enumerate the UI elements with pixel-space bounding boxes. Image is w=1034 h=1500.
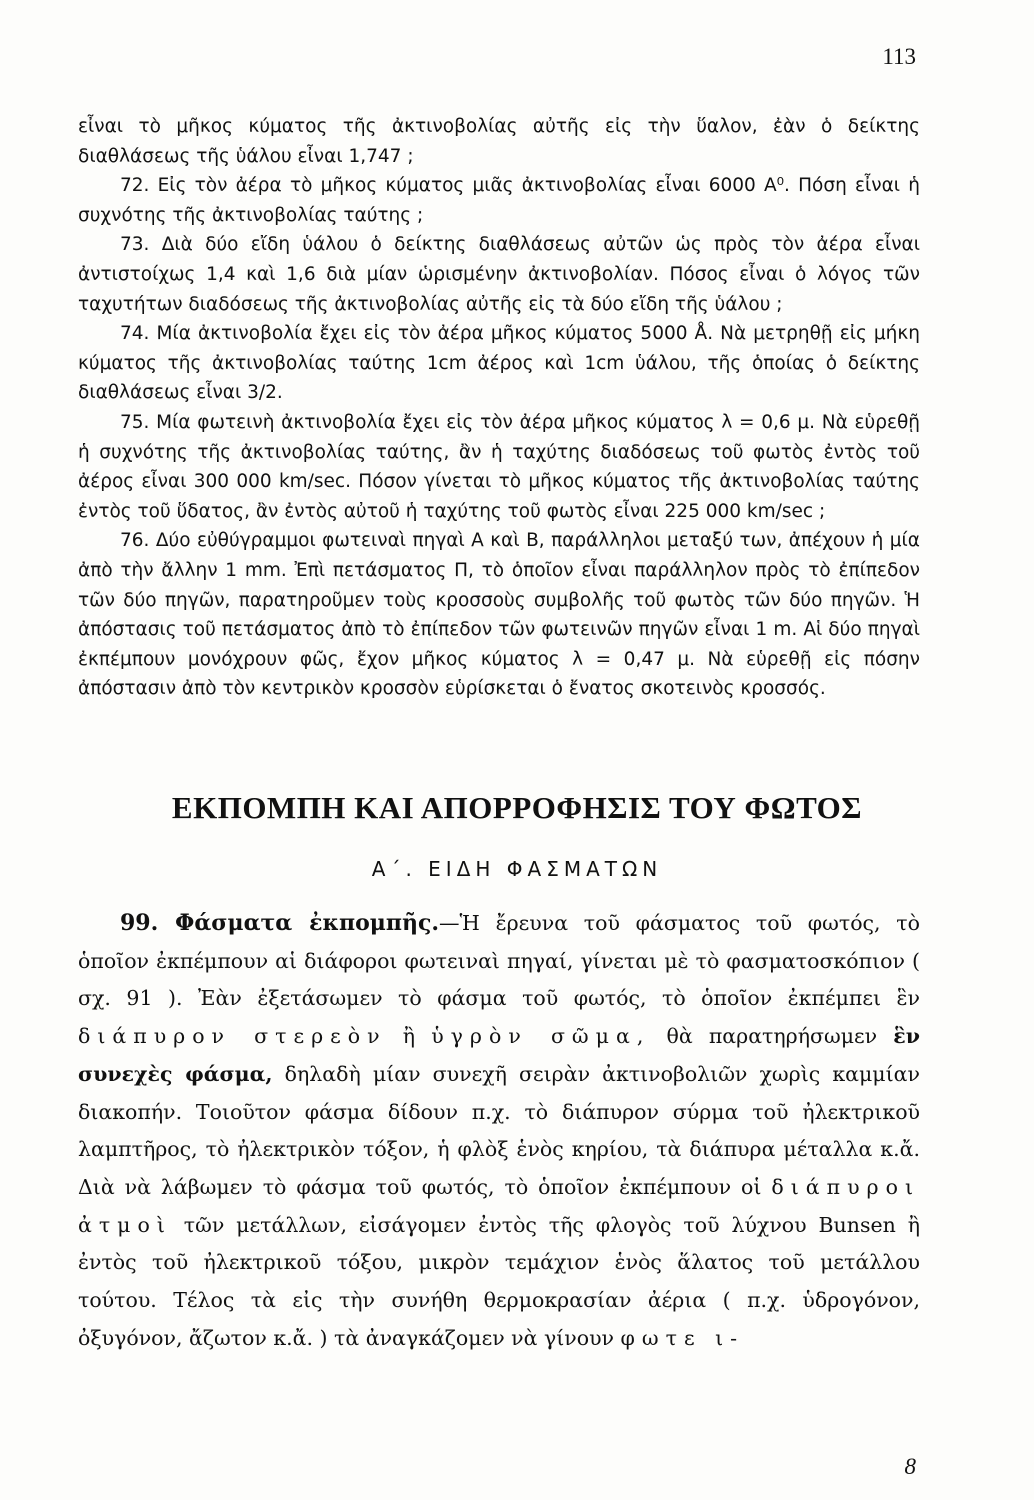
- emphasis-solid: διάπυρον στερεὸν: [78, 1024, 387, 1049]
- problem-75: 75. Μία φωτεινὴ ἀκτινοβολία ἔχει εἰς τὸν ἀέρα μῆκος κύματος λ = 0,6 μ. Νὰ εὑρεθῇ ἡ συχνότης τῆς ἀκτινοβολίας ταύτης, ἂν ἡ ταχύτης διαδόσεως τοῦ φωτὸς ἐντὸς τοῦ ἀέρος εἶναι 300 000 km/sec. Πόσον γίνεται τὸ μῆκος κύματος τῆς ἀκτινοβολίας ταύτης ἐντὸς τοῦ ὕδατος, ἂν ἐντὸς αὐτοῦ ἡ ταχύτης τοῦ φωτὸς εἶναι 225 000 km/sec ;: [78, 411, 920, 522]
- article-text-4: δηλαδὴ μίαν συνεχῆ σειρὰν ἀκτινοβολιῶν χωρὶς καμμίαν διακοπήν. Τοιοῦτον φάσμα δίδουν π.χ. τὸ διάπυρον σύρμα τοῦ ἠλεκτρικοῦ λαμπτῆρος, τὸ ἠλεκτρικὸν τόξον, ἡ φλὸξ ἑνὸς κηρίου, τὰ διάπυρα μέταλλα κ.ἄ. Διὰ νὰ λάβωμεν τὸ φάσμα τοῦ φωτός, τὸ ὁποῖον ἐκπέμπουν οἱ: [78, 1061, 920, 1199]
- emphasis-liquid: ὑγρὸν σῶμα,: [431, 1024, 651, 1049]
- article-99: [78, 905, 920, 1357]
- problem-74: 74. Μία ἀκτινοβολία ἔχει εἰς τὸν ἀέρα μῆκος κύματος 5000 Å. Νὰ μετρηθῇ εἰς μήκη κύματος τῆς ἀκτινοβολίας ταύτης 1cm ἀέρος καὶ 1cm ὑάλου, τῆς ὁποίας ὁ δείκτης διαθλάσεως εἶναι 3/2.: [78, 323, 920, 404]
- problem-72: 72. Εἰς τὸν ἀέρα τὸ μῆκος κύματος μιᾶς ἀκτινοβολίας εἶναι 6000 A⁰. Πόση εἶναι ἡ συχνότης τῆς ἀκτινοβολίας ταύτης ;: [78, 175, 920, 226]
- article-text-1: —Ἡ ἔρευνα τοῦ φάσματος τοῦ φωτός, τὸ ὁποῖον ἐκπέμπουν αἱ διάφοροι φωτειναὶ πηγαί, γίνεται μὲ τὸ φασματοσκόπιον ( σχ. 91 ). Ἐὰν ἐξετάσωμεν τὸ φάσμα τοῦ φωτός, τὸ ὁποῖον ἐκπέμπει ἓν: [78, 911, 920, 1011]
- problem-71-continuation: εἶναι τὸ μῆκος κύματος τῆς ἀκτινοβολίας αὐτῆς εἰς τὴν ὕαλον, ἐὰν ὁ δείκτης διαθλάσεως τῆς ὑάλου εἶναι 1,747 ;: [78, 116, 920, 167]
- problem-73: 73. Διὰ δύο εἴδη ὑάλου ὁ δείκτης διαθλάσεως αὐτῶν ὡς πρὸς τὸν ἀέρα εἶναι ἀντιστοίχως 1,4 καὶ 1,6 διὰ μίαν ὡρισμένην ἀκτινοβολίαν. Πόσος εἶναι ὁ λόγος τῶν ταχυτήτων διαδόσεως τῆς ἀκτινοβολίας αὐτῆς εἰς τὰ δύο εἴδη τῆς ὑάλου ;: [78, 234, 920, 315]
- signature-mark: 8: [904, 1454, 916, 1479]
- section-title: ΕΚΠΟΜΠΗ ΚΑΙ ΑΠΟΡΡΟΦΗΣΙΣ ΤΟΥ ΦΩΤΟΣ: [171, 790, 863, 825]
- article-paragraph: [78, 905, 920, 1357]
- article-heading: 99. Φάσματα ἐκπομπῆς.: [120, 910, 440, 936]
- article-text-2: ἢ: [402, 1024, 416, 1049]
- article-text-3: θὰ παρατηρήσωμεν: [666, 1024, 878, 1049]
- bold-continuous-spectrum: ἓν συνεχὲς φάσμα,: [78, 1024, 920, 1086]
- problem-76: 76. Δύο εὐθύγραμμοι φωτειναὶ πηγαὶ Α καὶ Β, παράλληλοι μεταξύ των, ἀπέχουν ἡ μία ἀπὸ τὴν ἄλλην 1 mm. Ἐπὶ πετάσματος Π, τὸ ὁποῖον εἶναι παράλληλον πρὸς τὸ ἐπίπεδον τῶν δύο πηγῶν, παρατηροῦμεν τοὺς κροσσοὺς συμβολῆς τοῦ φωτὸς τῶν δύο πηγῶν. Ἡ ἀπόστασις τοῦ πετάσματος ἀπὸ τὸ ἐπίπεδον τῶν φωτεινῶν πηγῶν εἶναι 1 m. Αἱ δύο πηγαὶ ἐκπέμπουν μονόχρουν φῶς, ἔχον μῆκος κύματος λ = 0,47 μ. Νὰ εὑρεθῇ εἰς πόσην ἀπόστασιν ἀπὸ τὸν κεντρικὸν κροσσὸν εὑρίσκεται ὁ ἔνατος σκοτεινὸς κροσσός.: [78, 530, 920, 700]
- emphasis-luminous: φωτε ι-: [620, 1325, 745, 1350]
- page-number: 113: [882, 44, 916, 69]
- emphasis-vapors: διάπυροι ἀτμοὶ: [78, 1174, 920, 1237]
- subsection-title: Α΄. ΕΙΔΗ ΦΑΣΜΑΤΩΝ: [371, 857, 663, 881]
- problems-list: [78, 112, 920, 704]
- article-text-5: τῶν μετάλλων, εἰσάγομεν ἐντὸς τῆς φλογὸς τοῦ λύχνου Bunsen ἢ ἐντὸς τοῦ ἠλεκτρικοῦ τόξου, μικρὸν τεμάχιον ἑνὸς ἅλατος τοῦ μετάλλου τούτου. Τέλος τὰ εἰς τὴν συνήθη θερμοκρασίαν ἀέρια ( π.χ. ὑδρογόνον, ὀξυγόνον, ἄζωτον κ.ἄ. ) τὰ ἀναγκάζομεν νὰ γίνουν: [78, 1212, 920, 1350]
